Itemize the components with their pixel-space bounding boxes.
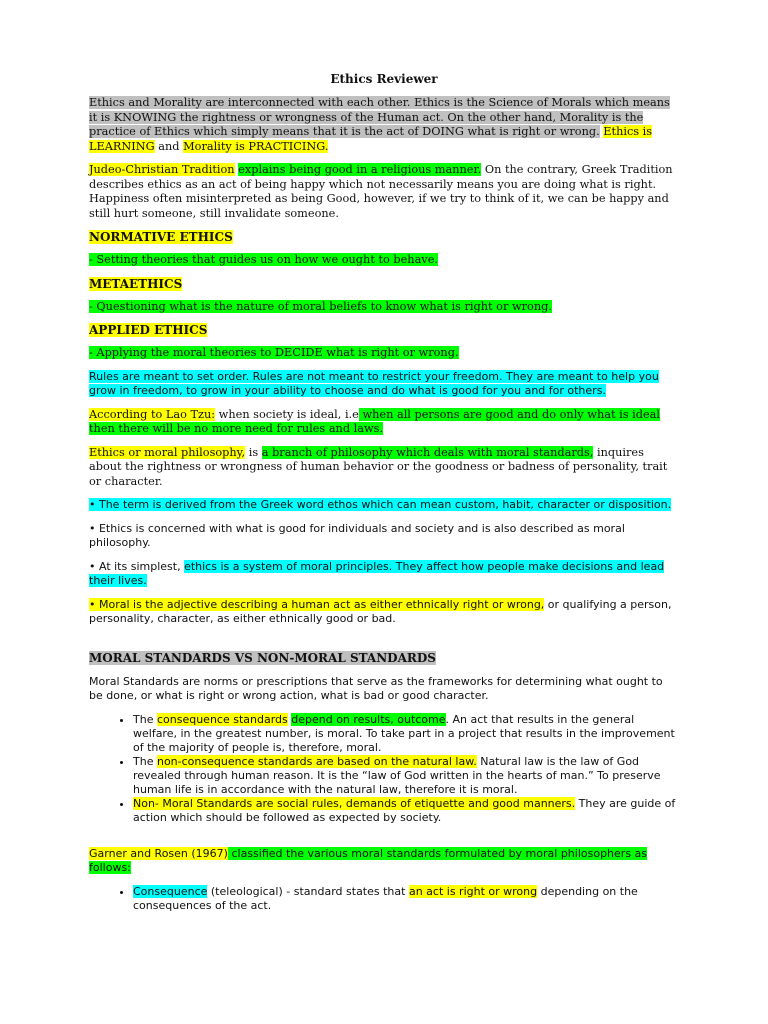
judeo-explains: explains being good in a religious manner. xyxy=(238,163,482,176)
normative-heading: NORMATIVE ETHICS xyxy=(89,230,233,244)
rules-paragraph: Rules are meant to set order. Rules are not meant to restrict your freedom. They are meant to help you grow in freedom, to grow in your ability to choose and do what is good for you and for others. xyxy=(89,369,659,397)
judeo-rest: On the contrary, Greek Tradition describes ethics as an act of being happy which not necessarily means you are doing what is right. Happiness often misinterpreted as being Good, however, if we try to think of it, we can be happy and still hurt someone, still invalidate someone. xyxy=(89,163,673,220)
judeo-label: Judeo-Christian Tradition xyxy=(89,163,235,176)
laotzu-label: According to Lao Tzu: xyxy=(89,407,216,421)
metaethics-heading: METAETHICS xyxy=(89,276,183,291)
list-item-non-moral: • Non- Moral Standards are social rules, demands of etiquette and good manners. They are guide of action which should be followed as expected by society. xyxy=(133,797,679,825)
list-item-teleological: • Consequence (teleological) - standard states that an act is right or wrong depending on the consequences of the act. xyxy=(133,885,679,913)
intro-text: Ethics and Morality are interconnected with each other. Ethics is the Science of Morals which means it is KNOWING the rightness or wrongness of the Human act. On the other hand, Morality is the practice of Ethics which simply means that it is the act of DOING what is right or wrong. xyxy=(89,96,670,138)
metaethics-desc: - Questioning what is the nature of moral beliefs to know what is right or wrong. xyxy=(89,299,552,313)
normative-desc: - Setting theories that guides us on how we ought to behave. xyxy=(89,253,438,266)
bullet-simplest: • At its simplest, ethics is a system of moral principles. They affect how people make decisions and lead their lives. xyxy=(89,559,665,587)
applied-desc: - Applying the moral theories to DECIDE what is right or wrong. xyxy=(89,346,459,359)
moral-standards-def: Moral Standards are norms or prescriptions that serve as the frameworks for determining what ought to be done, or what is right or wrong action, what is bad or good character. xyxy=(89,674,663,702)
bullet-ethos: • The term is derived from the Greek word ethos which can mean custom, habit, character or disposition. xyxy=(89,498,672,511)
bullet-moral: • Moral is the adjective describing a human act as either ethnically right or wrong, or qualifying a person, personality, character, as either ethnically good or bad. xyxy=(89,597,672,625)
bullet-concerned: • Ethics is concerned with what is good for individuals and society and is also described as moral philosophy. xyxy=(89,521,625,549)
garner-paragraph: Garner and Rosen (1967) classified the various moral standards formulated by moral philosophers as follows: xyxy=(89,846,648,874)
intro-and: and xyxy=(154,139,184,153)
laotzu-quote: when all persons are good and do only what is ideal then there will be no more need for rules and laws. xyxy=(89,407,660,435)
judeo-paragraph xyxy=(89,163,679,221)
moral-standards-list xyxy=(89,713,679,825)
list-item-consequence: • The consequence standards depend on results, outcome. An act that results in the general welfare, in the greatest number, is moral. To take part in a project that results in the improvement of the majority of people is, therefore, moral. xyxy=(133,713,679,755)
moral-standards-heading: MORAL STANDARDS VS NON-MORAL STANDARDS xyxy=(89,650,436,665)
intro-paragraph xyxy=(89,96,679,154)
ethics-definition: Ethics or moral philosophy, is a branch of philosophy which deals with moral standards, inquires about the rightness or wrongness of human behavior or the goodness or badness of personality, trait or character. xyxy=(89,445,668,488)
laotzu-paragraph: According to Lao Tzu: when society is ideal, i.e when all persons are good and do only what is ideal then there will be no more need for rules and laws. xyxy=(89,407,660,435)
ethics-learning: Ethics is LEARNING xyxy=(89,125,653,153)
morality-practicing: Morality is PRACTICING. xyxy=(183,139,329,153)
classification-list xyxy=(89,885,679,913)
document-title: Ethics Reviewer xyxy=(330,72,438,86)
list-item-non-consequence: • The non-consequence standards are based on the natural law. Natural law is the law of God revealed through human reason. It is the “law of God written in the hearts of man.” To preserve human life is in accordance with the natural law, therefore it is moral. xyxy=(133,755,679,797)
applied-heading: APPLIED ETHICS xyxy=(89,323,208,337)
ethics-branch: a branch of philosophy which deals with moral standards, xyxy=(261,445,594,459)
ethics-term: Ethics or moral philosophy, xyxy=(89,445,246,459)
